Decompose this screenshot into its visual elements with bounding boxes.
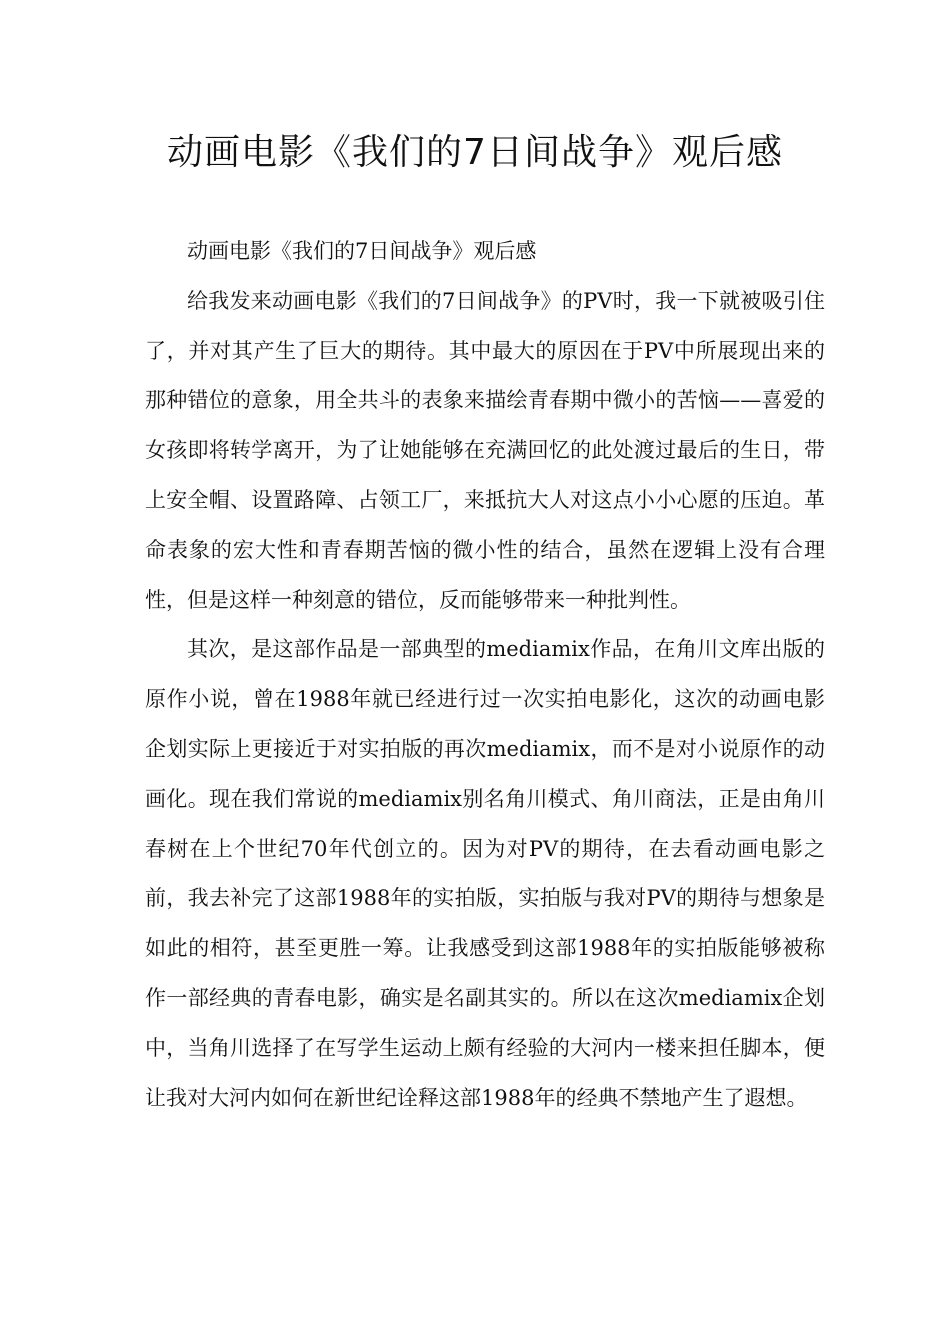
body-paragraph: 其次，是这部作品是一部典型的mediamix作品，在角川文库出版的原作小说，曾在1988年就已经进行过一次实拍电影化，这次的动画电影企划实际上更接近于对实拍版的再次mediamix，而不是对小说原作的动画化。现在我们常说的mediamix别名角川模式、角川商法，正是由角川春树在上个世纪70年代创立的。因为对PV的期待，在去看动画电影之前，我去补完了这部1988年的实拍版，实拍版与我对PV的期待与想象是如此的相符，甚至更胜一筹。让我感受到这部1988年的实拍版能够被称作一部经典的青春电影，确实是名副其实的。所以在这次mediamix企划中，当角川选择了在写学生运动上颇有经验的大河内一楼来担任脚本，便让我对大河内如何在新世纪诠释这部1988年的经典不禁地产生了遐想。: [145, 637, 825, 1110]
document-body: [145, 227, 825, 1123]
document-title: 动画电影《我们的7日间战争》观后感: [167, 132, 783, 173]
body-paragraph: 给我发来动画电影《我们的7日间战争》的PV时，我一下就被吸引住了，并对其产生了巨大的期待。其中最大的原因在于PV中所展现出来的那种错位的意象，用全共斗的表象来描绘青春期中微小的苦恼——喜爱的女孩即将转学离开，为了让她能够在充满回忆的此处渡过最后的生日，带上安全帽、设置路障、占领工厂，来抵抗大人对这点小小心愿的压迫。革命表象的宏大性和青春期苦恼的微小性的结合，虽然在逻辑上没有合理性，但是这样一种刻意的错位，反而能够带来一种批判性。: [145, 288, 825, 612]
subtitle-paragraph: 动画电影《我们的7日间战争》观后感: [187, 239, 537, 263]
